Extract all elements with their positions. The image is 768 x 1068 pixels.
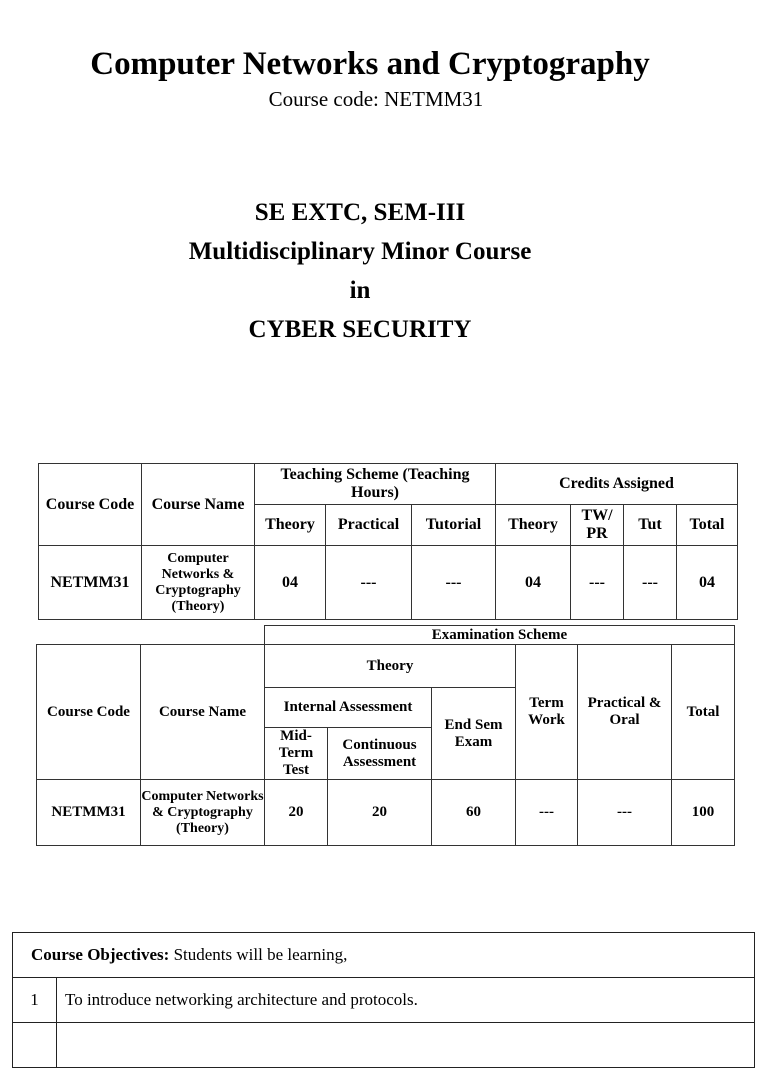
program-heading [0,193,720,349]
th-theory: Theory [255,505,326,546]
th-course-code: Course Code [37,645,141,780]
objective-number-next [13,1023,57,1068]
th-practical-oral: Practical & Oral [578,645,672,780]
blank-corner [37,626,265,645]
objectives-intro: Students will be learning, [169,945,348,964]
program-heading-line4: CYBER SECURITY [248,316,472,343]
th-theory: Theory [265,645,516,688]
course-objectives-table [12,932,755,1068]
cell-continuous: 20 [328,780,432,846]
program-heading-line3: in [349,277,371,304]
cell-credit-theory: 04 [496,546,571,620]
program-heading-line1: SE EXTC, SEM-III [254,199,466,226]
cell-name: Computer Networks & Cryptography (Theory) [141,780,265,846]
teaching-scheme-table [38,463,738,620]
cell-code: NETMM31 [39,546,142,620]
cell-total: 04 [677,546,738,620]
cell-twpr: --- [571,546,624,620]
list-item [13,978,755,1023]
th-continuous-assessment: Continuous Assessment [328,728,432,780]
document-title: Computer Networks and Cryptography [90,46,650,82]
objective-number: 1 [13,978,57,1023]
cell-name: Computer Networks & Cryptography (Theory) [142,546,255,620]
objectives-header [13,933,755,978]
table-row [37,780,735,846]
cell-tut: --- [624,546,677,620]
th-internal-assessment: Internal Assessment [265,688,432,728]
th-total: Total [672,645,735,780]
examination-scheme-table [36,625,735,846]
cell-practical-oral: --- [578,780,672,846]
th-examination-scheme: Examination Scheme [265,626,735,645]
cell-tutorial: --- [412,546,496,620]
table-row [39,546,738,620]
cell-total: 100 [672,780,735,846]
objectives-label: Course Objectives: [31,945,170,964]
cell-termwork: --- [516,780,578,846]
course-code-line: Course code: NETMM31 [268,87,484,111]
th-course-name: Course Name [142,464,255,546]
program-heading-line2: Multidisciplinary Minor Course [188,238,532,265]
cell-theory: 04 [255,546,326,620]
th-tutorial: Tutorial [412,505,496,546]
th-practical: Practical [326,505,412,546]
th-term-work: Term Work [516,645,578,780]
th-course-name: Course Name [141,645,265,780]
th-mid-term-test: Mid-Term Test [265,728,328,780]
th-teaching-scheme: Teaching Scheme (Teaching Hours) [255,464,496,505]
th-tut: Tut [624,505,677,546]
cell-practical: --- [326,546,412,620]
th-twpr: TW/ PR [571,505,624,546]
th-course-code: Course Code [39,464,142,546]
cell-midterm: 20 [265,780,328,846]
objective-text: To introduce networking architecture and protocols. [57,978,755,1023]
th-credits-assigned: Credits Assigned [496,464,738,505]
cell-endsem: 60 [432,780,516,846]
objective-text-next [57,1023,755,1068]
th-credit-theory: Theory [496,505,571,546]
th-total: Total [677,505,738,546]
th-end-sem-exam: End Sem Exam [432,688,516,780]
cell-code: NETMM31 [37,780,141,846]
